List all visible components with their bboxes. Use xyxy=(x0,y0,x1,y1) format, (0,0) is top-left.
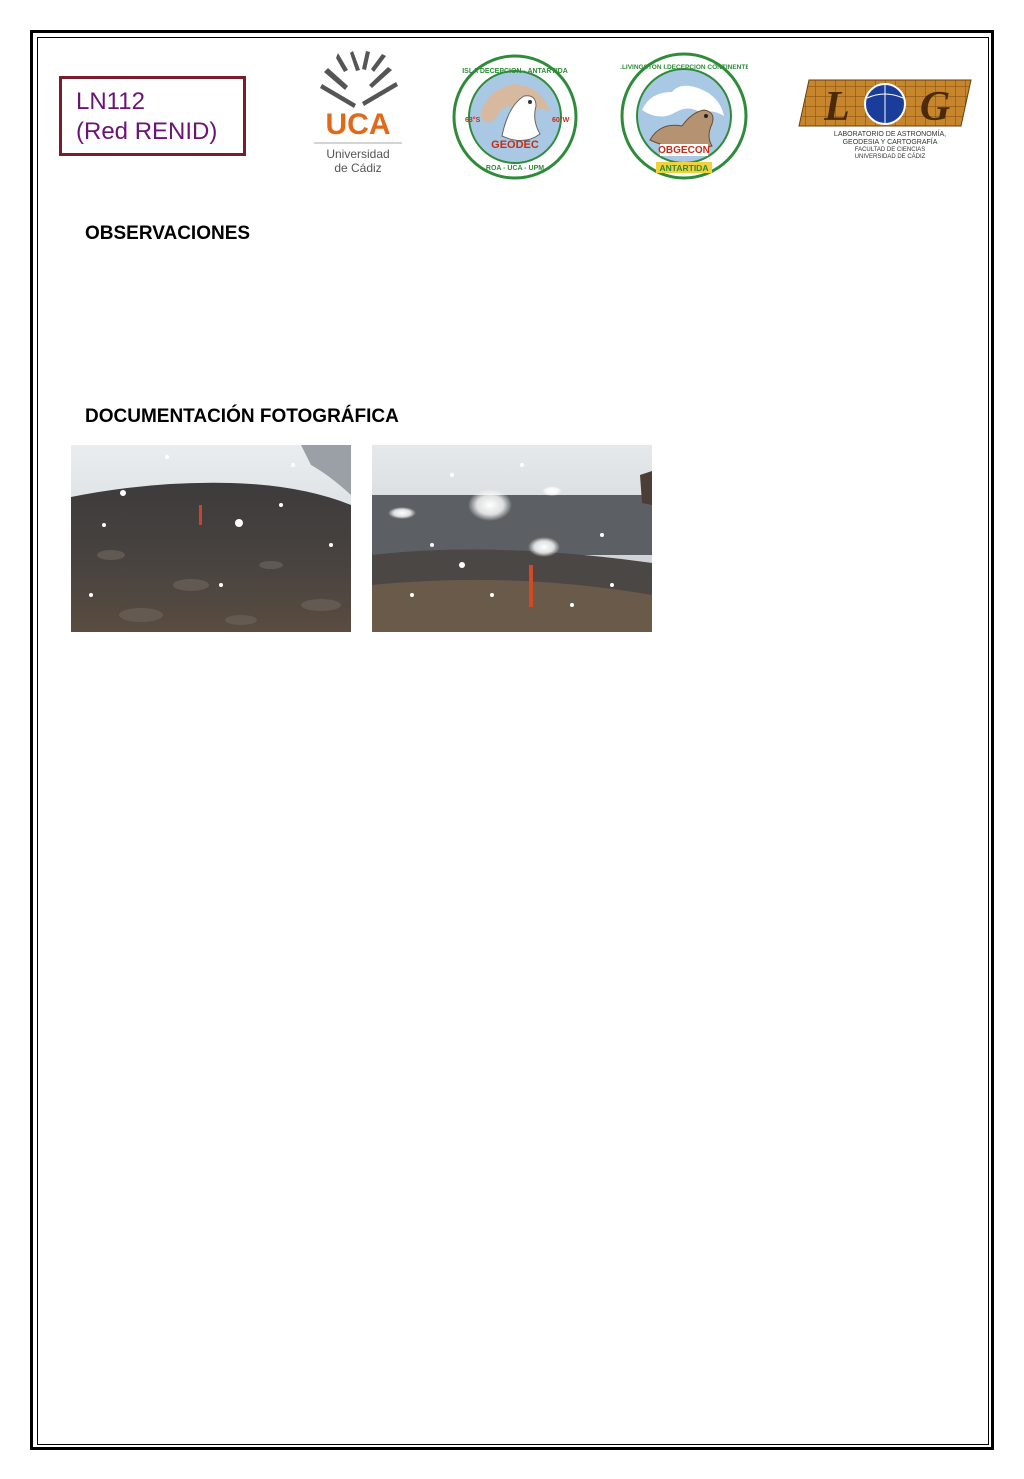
station-id-box xyxy=(59,76,246,156)
svg-text:60°W: 60°W xyxy=(552,117,570,124)
svg-text:L: L xyxy=(824,84,850,130)
svg-text:ISLA DECEPCION - ANTARTIDA: ISLA DECEPCION - ANTARTIDA xyxy=(462,68,568,75)
svg-text:LABORATORIO DE ASTRONOMÍA,: LABORATORIO DE ASTRONOMÍA, xyxy=(833,131,947,138)
page-border-inner xyxy=(37,37,989,1445)
svg-text:de Cádiz: de Cádiz xyxy=(334,161,382,175)
lag-logo xyxy=(795,76,975,160)
svg-text:FACULTAD DE CIENCIAS: FACULTAD DE CIENCIAS xyxy=(854,147,926,153)
photo-1 xyxy=(71,445,351,632)
svg-text:I.LIVINGSTON I.DECEPCION CONTI: I.LIVINGSTON I.DECEPCION CONTINENTE xyxy=(620,64,748,71)
svg-text:ROA - UCA - UPM: ROA - UCA - UPM xyxy=(485,165,545,172)
svg-text:GEODEC: GEODEC xyxy=(491,139,539,151)
photos-heading: DOCUMENTACIÓN FOTOGRÁFICA xyxy=(85,406,399,427)
observations-heading: OBSERVACIONES xyxy=(85,223,251,244)
svg-text:UNIVERSIDAD DE CÁDIZ: UNIVERSIDAD DE CÁDIZ xyxy=(854,154,926,160)
svg-text:Universidad: Universidad xyxy=(326,147,390,161)
svg-text:GEODESIA Y CARTOGRAFÍA: GEODESIA Y CARTOGRAFÍA xyxy=(842,139,938,146)
uca-logo xyxy=(308,48,408,178)
svg-text:OBGECON: OBGECON xyxy=(658,145,710,156)
obgecon-logo xyxy=(620,52,748,180)
station-code: LN112 xyxy=(76,88,145,115)
station-network: (Red RENID) xyxy=(76,118,218,145)
geodec-logo xyxy=(452,54,578,180)
svg-text:ANTARTIDA: ANTARTIDA xyxy=(659,163,709,173)
uca-logo-text: UCA xyxy=(325,108,391,141)
photo-2 xyxy=(372,445,652,632)
svg-text:G: G xyxy=(919,84,951,130)
svg-text:63°S: 63°S xyxy=(465,117,481,124)
